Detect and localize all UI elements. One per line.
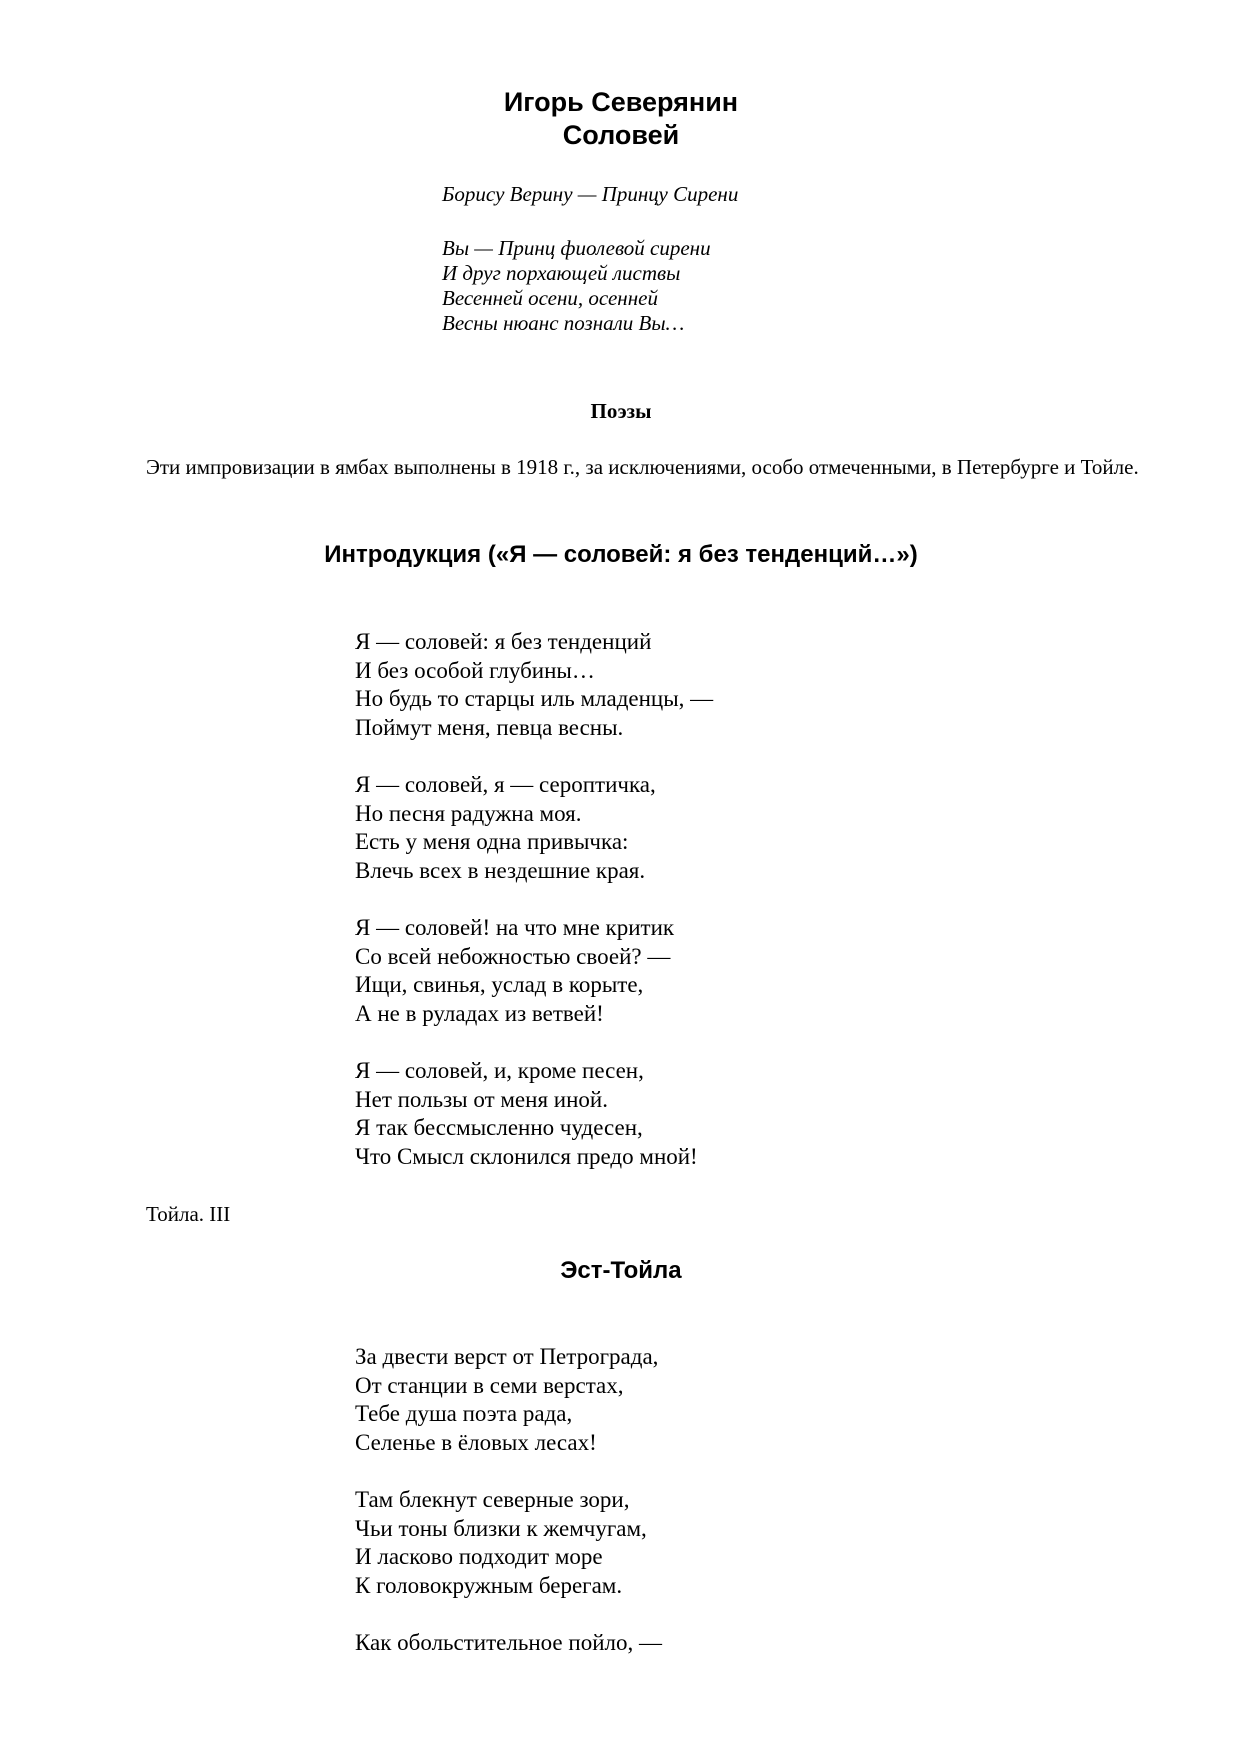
poem-title: Интродукция («Я — соловей: я без тенденций…») <box>324 541 918 568</box>
stanza <box>355 914 674 1028</box>
stanza <box>355 1486 647 1600</box>
stanza <box>355 1057 698 1171</box>
verse-line: Я — соловей! на что мне критик <box>355 915 675 940</box>
verse-line: Я так бессмысленно чудесен, <box>355 1115 643 1140</box>
book-title: Соловей <box>562 120 680 150</box>
dedication-to: Борису Верину — Принцу Сирени <box>442 182 739 206</box>
verse-line: И без особой глубины… <box>355 657 595 683</box>
verse-line: Я — соловей: я без тенденций <box>355 629 652 654</box>
verse-line: Со всей небожностью своей? — <box>355 943 671 969</box>
poem-title: Эст-Тойла <box>560 1257 682 1284</box>
dedication-line: Вы — Принц фиолевой сирени <box>442 236 711 260</box>
verse-line: И ласково подходит море <box>355 1544 603 1569</box>
verse-line: Чьи тоны близки к жемчугам, <box>355 1515 647 1541</box>
author-name: Игорь Северянин <box>503 87 739 117</box>
verse-line: Я — соловей, и, кроме песен, <box>355 1058 644 1083</box>
stanza <box>355 628 713 742</box>
dedication-line: И друг порхающей листвы <box>442 261 681 285</box>
verse-line: За двести верст от Петрограда, <box>355 1344 659 1369</box>
stanza <box>355 771 656 885</box>
verse-line: Ищи, свинья, услад в корыте, <box>355 972 644 997</box>
intro-paragraph: Эти импровизации в ямбах выполнены в 1918 г., за исключениями, особо отмеченными, в Петербурге и Тойле. <box>146 455 1139 479</box>
verse-line: Как обольстительное пойло, — <box>355 1630 662 1655</box>
poem-place-date: Тойла. III <box>146 1202 231 1226</box>
dedication-line: Весны нюанс познали Вы… <box>442 311 685 335</box>
verse-line: Влечь всех в нездешние края. <box>355 857 646 883</box>
verse-line: Есть у меня одна привычка: <box>355 829 629 854</box>
verse-line: Нет пользы от меня иной. <box>355 1086 608 1112</box>
section-title: Поэзы <box>590 399 652 423</box>
verse-line: Но песня радужна моя. <box>355 800 582 826</box>
verse-line: Но будь то старцы иль младенцы, — <box>355 686 714 711</box>
stanza <box>355 1343 658 1457</box>
verse-line: Тебе душа поэта рада, <box>355 1401 573 1426</box>
stanza <box>355 1629 662 1658</box>
verse-line: Что Смысл склонился предо мной! <box>355 1143 698 1169</box>
verse-line: К головокружным берегам. <box>355 1572 623 1598</box>
verse-line: Я — соловей, я — сероптичка, <box>355 772 656 797</box>
verse-line: А не в руладах из ветвей! <box>355 1000 604 1026</box>
verse-line: Селенье в ёловых лесах! <box>355 1429 597 1455</box>
verse-line: От станции в семи верстах, <box>355 1372 624 1398</box>
dedication-verse <box>442 236 711 336</box>
dedication-line: Весенней осени, осенней <box>442 286 658 310</box>
verse-line: Поймут меня, певца весны. <box>355 714 624 740</box>
verse-line: Там блекнут северные зори, <box>355 1487 630 1512</box>
